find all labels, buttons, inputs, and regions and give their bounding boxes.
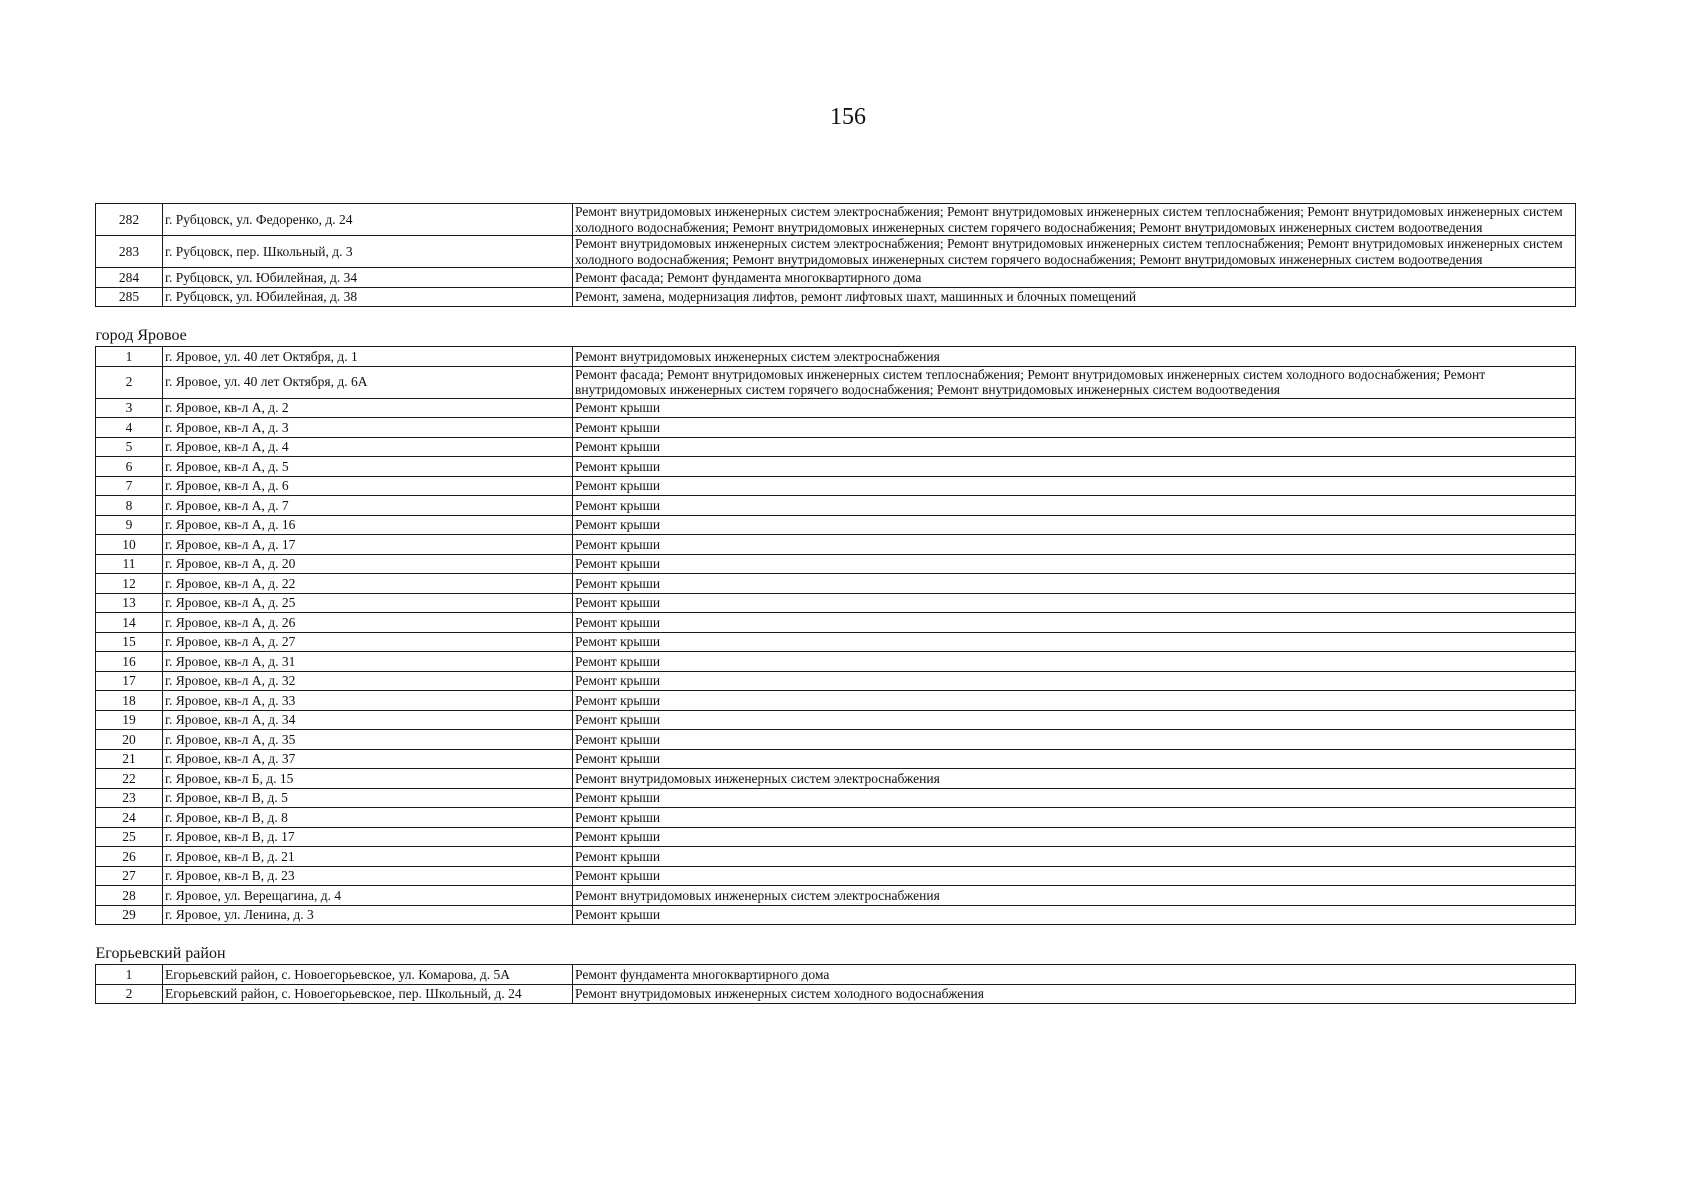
row-work-type: Ремонт внутридомовых инженерных систем электроснабжения [573,347,1576,367]
row-number: 6 [96,457,163,477]
row-number: 19 [96,710,163,730]
row-work-type: Ремонт крыши [573,418,1576,438]
row-number: 21 [96,749,163,769]
row-number: 29 [96,905,163,925]
row-number: 285 [96,287,163,307]
row-work-type: Ремонт крыши [573,437,1576,457]
table-row [96,268,1576,288]
row-work-type: Ремонт крыши [573,749,1576,769]
row-address: г. Яровое, кв-л А, д. 17 [163,535,573,555]
row-number: 4 [96,418,163,438]
table-row [96,418,1576,438]
row-number: 5 [96,437,163,457]
table-row [96,593,1576,613]
row-work-type: Ремонт крыши [573,574,1576,594]
row-work-type: Ремонт крыши [573,710,1576,730]
table-row [96,287,1576,307]
table-row [96,476,1576,496]
row-address: г. Яровое, ул. Ленина, д. 3 [163,905,573,925]
table-row [96,691,1576,711]
table-row [96,554,1576,574]
row-address: г. Яровое, ул. 40 лет Октября, д. 1 [163,347,573,367]
row-address: г. Яровое, кв-л А, д. 33 [163,691,573,711]
row-work-type: Ремонт крыши [573,476,1576,496]
row-number: 23 [96,788,163,808]
row-address: г. Яровое, кв-л А, д. 3 [163,418,573,438]
row-number: 13 [96,593,163,613]
row-number: 8 [96,496,163,516]
row-work-type: Ремонт крыши [573,496,1576,516]
row-address: г. Рубцовск, пер. Школьный, д. 3 [163,236,573,268]
table-row [96,808,1576,828]
row-address: г. Яровое, кв-л А, д. 25 [163,593,573,613]
row-address: г. Яровое, ул. 40 лет Октября, д. 6А [163,366,573,398]
page-number: 156 [830,104,866,130]
table-row [96,535,1576,555]
row-address: г. Рубцовск, ул. Юбилейная, д. 38 [163,287,573,307]
table-row [96,366,1576,398]
row-address: г. Яровое, кв-л Б, д. 15 [163,769,573,789]
row-address: г. Яровое, кв-л А, д. 5 [163,457,573,477]
table-row [96,496,1576,516]
table-row [96,515,1576,535]
row-work-type: Ремонт крыши [573,398,1576,418]
row-address: г. Яровое, кв-л А, д. 4 [163,437,573,457]
row-work-type: Ремонт крыши [573,535,1576,555]
row-number: 28 [96,886,163,906]
row-number: 2 [96,366,163,398]
table-row [96,788,1576,808]
row-work-type: Ремонт крыши [573,691,1576,711]
row-address: г. Яровое, кв-л А, д. 35 [163,730,573,750]
row-address: г. Яровое, кв-л А, д. 7 [163,496,573,516]
table-row [96,574,1576,594]
row-number: 7 [96,476,163,496]
row-address: г. Яровое, кв-л В, д. 5 [163,788,573,808]
table-row [96,866,1576,886]
table-row [96,827,1576,847]
table-row [96,457,1576,477]
row-work-type: Ремонт крыши [573,730,1576,750]
row-address: г. Яровое, кв-л А, д. 27 [163,632,573,652]
table-row [96,236,1576,268]
row-work-type: Ремонт внутридомовых инженерных систем электроснабжения; Ремонт внутридомовых инженерных систем теплоснабжения; Ремонт внутридомовых инженерных систем холодного водоснабжения; Ремонт внутридомовых инженерных систем горячего водоснабжения; Ремонт внутридомовых инженерных систем водоотведения [573,204,1576,236]
row-work-type: Ремонт крыши [573,788,1576,808]
row-number: 284 [96,268,163,288]
row-number: 24 [96,808,163,828]
section-heading-row [96,925,1576,965]
row-work-type: Ремонт крыши [573,632,1576,652]
row-address: г. Яровое, кв-л А, д. 31 [163,652,573,672]
table-row [96,984,1576,1004]
row-address: г. Яровое, кв-л А, д. 16 [163,515,573,535]
row-work-type: Ремонт крыши [573,808,1576,828]
table-row [96,437,1576,457]
row-address: г. Яровое, ул. Верещагина, д. 4 [163,886,573,906]
row-address: г. Яровое, кв-л А, д. 26 [163,613,573,633]
row-number: 9 [96,515,163,535]
row-number: 22 [96,769,163,789]
row-work-type: Ремонт крыши [573,866,1576,886]
row-number: 282 [96,204,163,236]
table-row [96,847,1576,867]
row-work-type: Ремонт крыши [573,593,1576,613]
row-address: г. Яровое, кв-л В, д. 8 [163,808,573,828]
table-row [96,965,1576,985]
row-number: 16 [96,652,163,672]
table-row [96,347,1576,367]
row-number: 3 [96,398,163,418]
row-address: г. Рубцовск, ул. Федоренко, д. 24 [163,204,573,236]
row-address: г. Яровое, кв-л А, д. 20 [163,554,573,574]
row-work-type: Ремонт крыши [573,847,1576,867]
repair-program-table [95,203,1576,1004]
row-work-type: Ремонт крыши [573,554,1576,574]
row-number: 18 [96,691,163,711]
row-number: 20 [96,730,163,750]
table-row [96,671,1576,691]
table-row [96,652,1576,672]
row-number: 1 [96,965,163,985]
row-address: г. Яровое, кв-л В, д. 23 [163,866,573,886]
row-number: 10 [96,535,163,555]
row-work-type: Ремонт фасада; Ремонт фундамента многоквартирного дома [573,268,1576,288]
row-work-type: Ремонт внутридомовых инженерных систем холодного водоснабжения [573,984,1576,1004]
row-address: г. Яровое, кв-л А, д. 6 [163,476,573,496]
table-row [96,749,1576,769]
row-work-type: Ремонт крыши [573,457,1576,477]
table-row [96,398,1576,418]
row-number: 14 [96,613,163,633]
table-row [96,613,1576,633]
row-work-type: Ремонт внутридомовых инженерных систем электроснабжения; Ремонт внутридомовых инженерных систем теплоснабжения; Ремонт внутридомовых инженерных систем холодного водоснабжения; Ремонт внутридомовых инженерных систем горячего водоснабжения; Ремонт внутридомовых инженерных систем водоотведения [573,236,1576,268]
table-row [96,632,1576,652]
row-address: г. Рубцовск, ул. Юбилейная, д. 34 [163,268,573,288]
row-address: г. Яровое, кв-л А, д. 37 [163,749,573,769]
row-address: г. Яровое, кв-л А, д. 34 [163,710,573,730]
section-heading: город Яровое [96,307,1576,347]
row-work-type: Ремонт крыши [573,827,1576,847]
section-heading: Егорьевский район [96,925,1576,965]
row-address: г. Яровое, кв-л А, д. 2 [163,398,573,418]
row-address: г. Яровое, кв-л А, д. 32 [163,671,573,691]
row-work-type: Ремонт крыши [573,515,1576,535]
row-number: 1 [96,347,163,367]
section-heading-row [96,307,1576,347]
row-work-type: Ремонт крыши [573,613,1576,633]
table-row [96,886,1576,906]
table-row [96,905,1576,925]
row-address: Егорьевский район, с. Новоегорьевское, пер. Школьный, д. 24 [163,984,573,1004]
row-number: 2 [96,984,163,1004]
row-number: 11 [96,554,163,574]
row-number: 26 [96,847,163,867]
row-work-type: Ремонт крыши [573,652,1576,672]
row-number: 12 [96,574,163,594]
row-work-type: Ремонт крыши [573,905,1576,925]
row-address: г. Яровое, кв-л В, д. 17 [163,827,573,847]
table-row [96,730,1576,750]
row-number: 15 [96,632,163,652]
row-work-type: Ремонт, замена, модернизация лифтов, ремонт лифтовых шахт, машинных и блочных помещений [573,287,1576,307]
row-address: г. Яровое, кв-л А, д. 22 [163,574,573,594]
table-row [96,204,1576,236]
row-address: г. Яровое, кв-л В, д. 21 [163,847,573,867]
row-work-type: Ремонт фундамента многоквартирного дома [573,965,1576,985]
row-work-type: Ремонт внутридомовых инженерных систем электроснабжения [573,769,1576,789]
table-row [96,710,1576,730]
row-address: Егорьевский район, с. Новоегорьевское, ул. Комарова, д. 5А [163,965,573,985]
table-row [96,769,1576,789]
row-number: 17 [96,671,163,691]
row-work-type: Ремонт фасада; Ремонт внутридомовых инженерных систем теплоснабжения; Ремонт внутридомовых инженерных систем холодного водоснабжения; Ремонт внутридомовых инженерных систем горячего водоснабжения; Ремонт внутридомовых инженерных систем водоотведения [573,366,1576,398]
row-number: 25 [96,827,163,847]
row-work-type: Ремонт крыши [573,671,1576,691]
row-work-type: Ремонт внутридомовых инженерных систем электроснабжения [573,886,1576,906]
row-number: 283 [96,236,163,268]
row-number: 27 [96,866,163,886]
table-body [96,204,1576,1004]
